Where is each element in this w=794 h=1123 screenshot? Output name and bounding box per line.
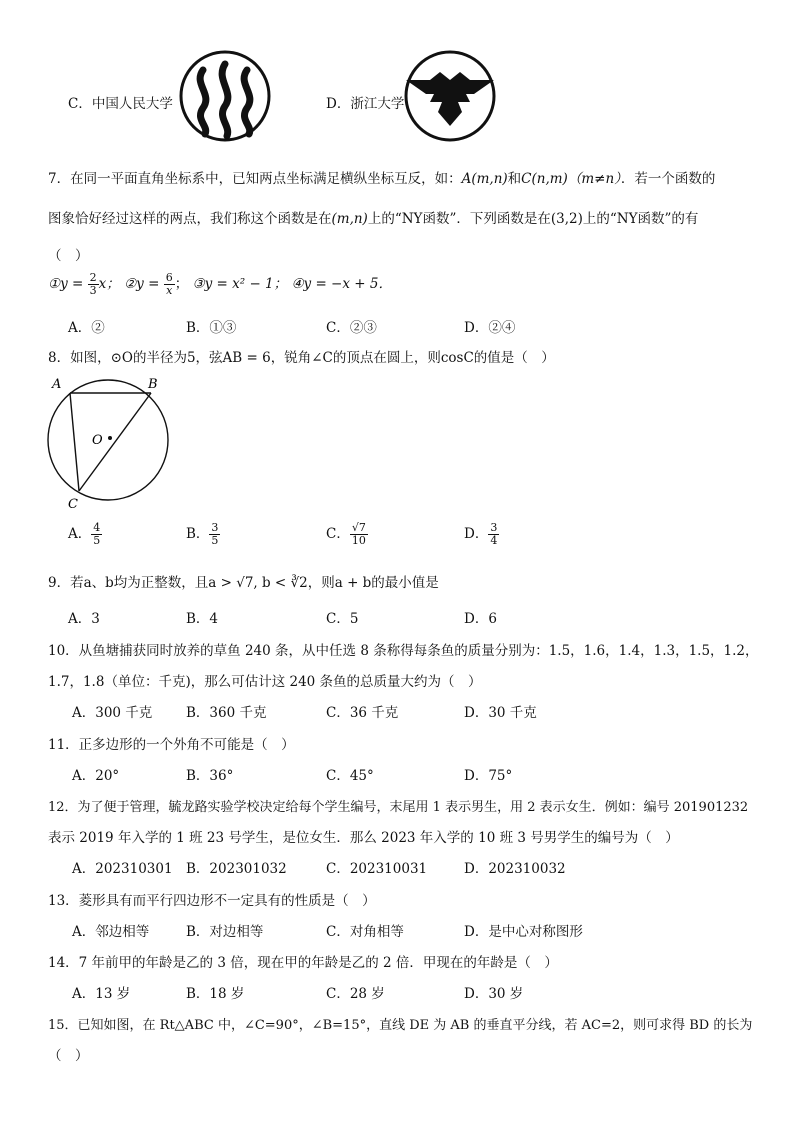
- q8-text: 8．如图，⊙O的半径为5，弦AB = 6，锐角∠C的顶点在圆上，则cosC的值是（ ）: [48, 350, 555, 366]
- q11-option-d[interactable]: D．75°: [464, 768, 513, 784]
- label-a: A: [52, 377, 62, 392]
- renmin-university-logo: [175, 50, 275, 142]
- q12-option-b[interactable]: B．202301032: [186, 861, 287, 877]
- q13-option-b[interactable]: B．对边相等: [186, 924, 264, 940]
- q12-line1: 12．为了便于管理，毓龙路实验学校决定给每个学生编号，末尾用 1 表示男生，用 2 表示女生．例如：编号 201901232: [48, 800, 749, 815]
- q12-option-d[interactable]: D．202310032: [464, 861, 566, 877]
- q8-option-d[interactable]: D． $\frac{3}{4}$: [464, 521, 498, 547]
- q10-line1: 10．从鱼塘捕获同时放养的草鱼 240 条，从中任选 8 条称得每条鱼的质量分别为：1.5，1.6，1.4，1.3，1.5，1.2，: [48, 643, 759, 659]
- q7-functions: ①y = $\frac{2}{3}$ x； ②y = $\frac{6}{x}$ ； ③y = x² − 1； ④y = −x + 5．: [48, 271, 392, 297]
- option-c-label: C．中国人民大学: [68, 96, 173, 112]
- q9-option-d[interactable]: D．6: [464, 611, 497, 627]
- q7-option-d[interactable]: D．②④: [464, 320, 516, 336]
- q15-line2: （ ）: [48, 1048, 89, 1064]
- option-d-label: D．浙江大学: [326, 96, 405, 112]
- q13-option-a[interactable]: A．邻边相等: [72, 924, 150, 940]
- q12-line2: 表示 2019 年入学的 1 班 23 号学生，是位女生．那么 2023 年入学的 10 班 3 号男学生的编号为（ ）: [48, 830, 679, 846]
- q9-option-a[interactable]: A．3: [68, 611, 100, 627]
- q11-text: 11．正多边形的一个外角不可能是（ ）: [48, 737, 295, 753]
- q7-option-a[interactable]: A．②: [68, 320, 105, 336]
- q8-option-b[interactable]: B． $\frac{3}{5}$: [186, 521, 219, 547]
- circle-figure: [40, 372, 170, 512]
- q7-line2: 图象恰好经过这样的两点，我们称这个函数是在(m,n)上的“NY函数”．下列函数是在(3,2)上的“NY函数”的有: [48, 211, 699, 227]
- q8-option-c[interactable]: C． $\frac{√7}{10}$: [326, 521, 366, 547]
- q14-text: 14．7 年前甲的年龄是乙的 3 倍，现在甲的年龄是乙的 2 倍．甲现在的年龄是（ ）: [48, 955, 558, 971]
- q15-line1: 15．已知如图，在 Rt△ABC 中，∠C=90°，∠B=15°，直线 DE 为 AB 的垂直平分线，若 AC=2，则可求得 BD 的长为: [48, 1018, 753, 1033]
- q11-option-b[interactable]: B．36°: [186, 768, 234, 784]
- label-o: O: [92, 433, 103, 448]
- q7-option-c[interactable]: C．②③: [326, 320, 377, 336]
- q11-option-a[interactable]: A．20°: [72, 768, 120, 784]
- q13-option-d[interactable]: D．是中心对称图形: [464, 924, 583, 940]
- q10-option-d[interactable]: D．30 千克: [464, 705, 537, 721]
- zhejiang-university-logo: [400, 50, 500, 142]
- q9-option-b[interactable]: B．4: [186, 611, 219, 627]
- q8-option-a[interactable]: A． $\frac{4}{5}$: [68, 521, 101, 547]
- q11-option-c[interactable]: C．45°: [326, 768, 374, 784]
- q12-option-c[interactable]: C．202310031: [326, 861, 428, 877]
- q7-line1: 7．在同一平面直角坐标系中，已知两点坐标满足横纵坐标互反，如：A(m,n)和C(n,m)（m≠n）．若一个函数的: [48, 171, 716, 187]
- q10-option-b[interactable]: B．360 千克: [186, 705, 267, 721]
- label-b: B: [148, 377, 158, 392]
- q13-text: 13．菱形具有而平行四边形不一定具有的性质是（ ）: [48, 893, 376, 909]
- q12-option-a[interactable]: A．202310301: [72, 861, 173, 877]
- q14-option-d[interactable]: D．30 岁: [464, 986, 524, 1002]
- q13-option-c[interactable]: C．对角相等: [326, 924, 404, 940]
- q10-option-a[interactable]: A．300 千克: [72, 705, 153, 721]
- q9-option-c[interactable]: C．5: [326, 611, 359, 627]
- q7-answer-paren: （ ）: [48, 248, 89, 264]
- q14-option-c[interactable]: C．28 岁: [326, 986, 385, 1002]
- q7-option-b[interactable]: B．①③: [186, 320, 237, 336]
- q10-line2: 1.7，1.8（单位：千克)，那么可估计这 240 条鱼的总质量大约为（ ）: [48, 674, 482, 690]
- label-c: C: [68, 497, 78, 512]
- q14-option-a[interactable]: A．13 岁: [72, 986, 131, 1002]
- q10-option-c[interactable]: C．36 千克: [326, 705, 399, 721]
- q14-option-b[interactable]: B．18 岁: [186, 986, 245, 1002]
- q9-text: 9．若a、b均为正整数，且a > √7, b < ∛2，则a + b的最小值是: [48, 575, 439, 591]
